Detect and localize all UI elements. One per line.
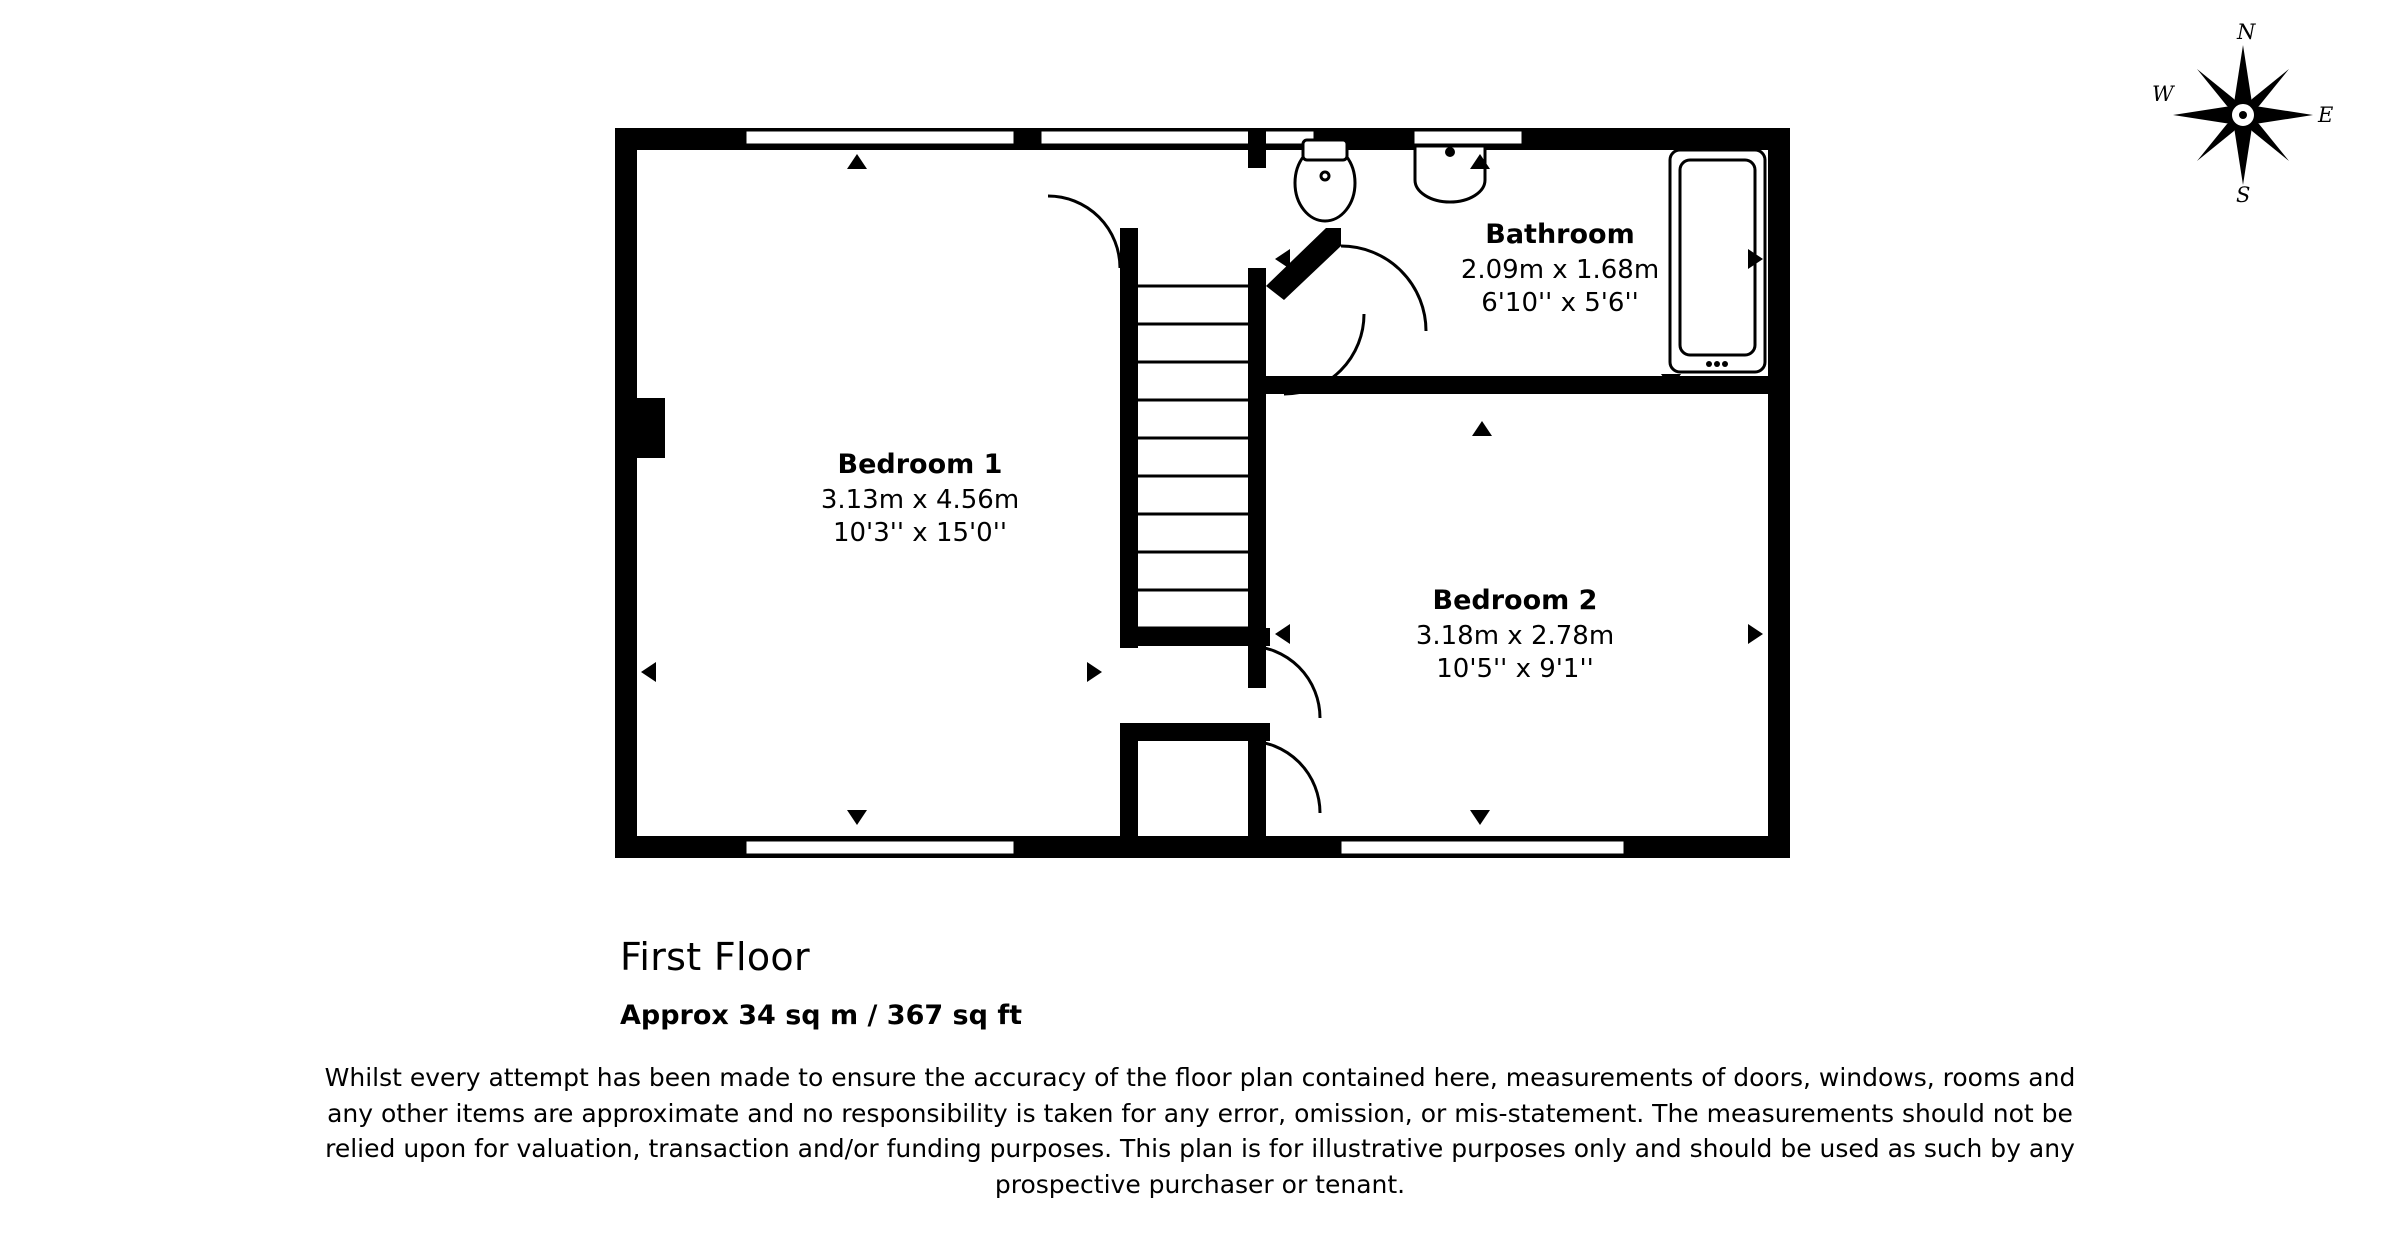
dimension-arrow-down bbox=[847, 810, 867, 825]
staircase bbox=[1138, 286, 1248, 628]
room-dim-imperial: 10'5'' x 9'1'' bbox=[1436, 653, 1594, 684]
room-dim-imperial: 10'3'' x 15'0'' bbox=[832, 517, 1008, 548]
compass-label-south: S bbox=[2236, 183, 2251, 207]
room-name: Bathroom bbox=[1485, 219, 1635, 250]
room-dim-imperial: 6'10'' x 5'6'' bbox=[1481, 287, 1639, 318]
compass-label-north: N bbox=[2237, 20, 2256, 44]
dimension-arrow-right bbox=[1087, 662, 1102, 682]
disclaimer-text: Whilst every attempt has been made to ensure the accuracy of the floor plan contained here, measurements of doors, windows, rooms and any other items are approximate and no responsibility is taken for any error, omission, or mis-statement. The measurements should not be relied upon for valuation, transaction and/or funding purposes. This plan is for illustrative purposes only and should be used as such by any prospective purchaser or tenant. bbox=[324, 1063, 2076, 1199]
dimension-arrow-left bbox=[641, 662, 656, 682]
compass-label-west: W bbox=[2152, 82, 2174, 106]
compass-label-east: E bbox=[2318, 103, 2334, 127]
room-dim-metric: 3.18m x 2.78m bbox=[1415, 621, 1615, 652]
dimension-arrow-left bbox=[1275, 624, 1290, 644]
dimension-arrow-up bbox=[1472, 421, 1492, 436]
floor-title: First Floor bbox=[620, 935, 810, 979]
floor-plan-drawing bbox=[615, 128, 1790, 858]
room-name: Bedroom 2 bbox=[1432, 585, 1598, 616]
dimension-arrow-up bbox=[1470, 154, 1490, 169]
room-label-bedroom-1 bbox=[720, 448, 1120, 549]
room-dim-metric: 2.09m x 1.68m bbox=[1460, 255, 1660, 286]
dimension-arrow-right bbox=[1748, 624, 1763, 644]
dimension-arrow-up bbox=[847, 154, 867, 169]
dimension-arrow-down bbox=[1470, 810, 1490, 825]
dimension-arrow-down bbox=[1661, 374, 1681, 389]
compass-rose bbox=[2148, 20, 2338, 210]
floor-area-text: Approx 34 sq m / 367 sq ft bbox=[620, 1000, 1023, 1031]
compass-icon bbox=[2148, 20, 2338, 210]
room-name: Bedroom 1 bbox=[837, 449, 1003, 480]
room-label-bathroom bbox=[1360, 218, 1760, 319]
room-dim-metric: 3.13m x 4.56m bbox=[820, 485, 1020, 516]
room-label-bedroom-2 bbox=[1315, 584, 1715, 685]
dimension-arrow-left bbox=[1275, 249, 1290, 269]
